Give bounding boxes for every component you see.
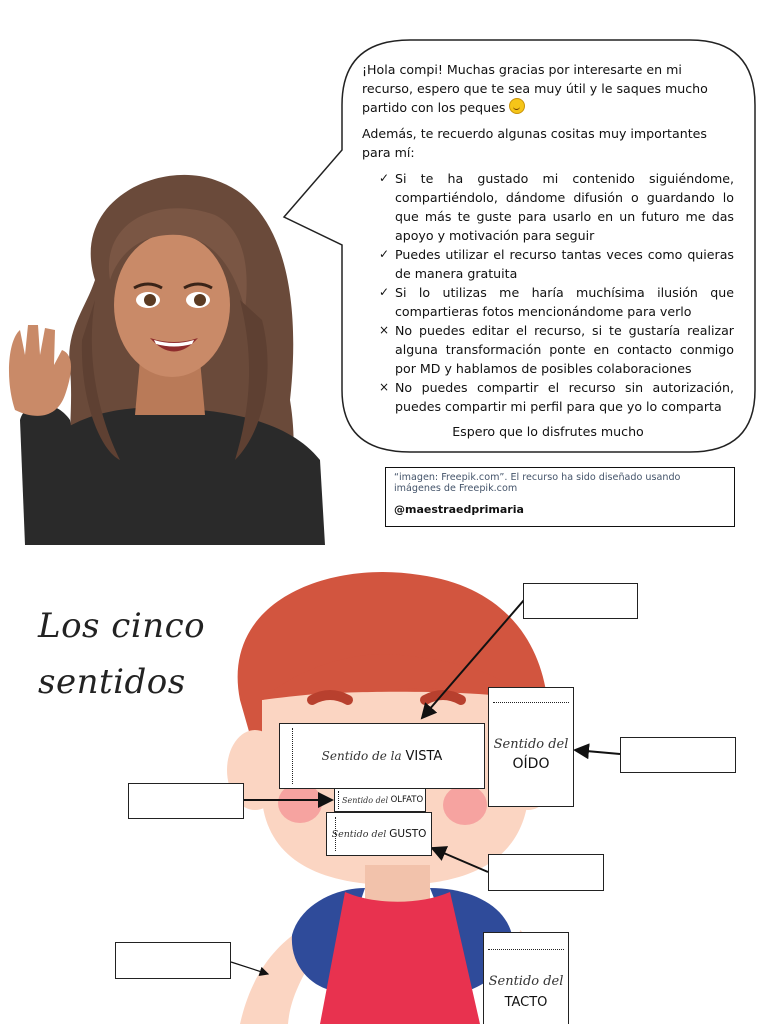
cross-icon: × [379, 380, 390, 394]
label-olfato[interactable] [334, 788, 426, 812]
label-word: VISTA [405, 748, 443, 764]
checkmark-icon: ✓ [379, 247, 390, 261]
list-item [362, 378, 734, 416]
list-item [362, 283, 734, 321]
label-word: OÍDO [512, 755, 550, 772]
list-item-text: Si te ha gustado mi contenido siguiéndome, compartiéndolo, dándome difusión o guardando lo que más te guste para usarlo en un futuro me das apoyo y motivación para seguir [395, 171, 734, 243]
label-oido[interactable] [488, 687, 574, 807]
answer-box-gusto[interactable] [488, 854, 604, 891]
smile-emoji-icon [509, 98, 525, 114]
label-word: TACTO [504, 994, 548, 1010]
answer-box-vista[interactable] [523, 583, 638, 619]
cross-icon: × [379, 323, 390, 337]
label-prefix: Sentido del [488, 973, 564, 989]
list-item-text: Si lo utilizas me haría muchísima ilusión que compartieras fotos mencionándome para verlo [395, 285, 734, 319]
label-prefix: Sentido del [342, 795, 389, 805]
cut-line [292, 728, 293, 784]
label-prefix: Sentido del [493, 736, 569, 752]
greeting-paragraph [362, 60, 734, 117]
credit-line: “imagen: Freepik.com”. El recurso ha sido diseñado usando imágenes de Freepik.com [394, 472, 681, 494]
answer-box-olfato[interactable] [128, 783, 244, 819]
bubble-text [362, 60, 734, 448]
title-line: sentidos [38, 662, 186, 702]
cut-line [493, 702, 569, 703]
answer-box-oido[interactable] [620, 737, 736, 773]
reminder-text: Además, te recuerdo algunas cositas muy importantes para mí: [362, 126, 707, 160]
list-item [362, 245, 734, 283]
label-word: OLFATO [390, 795, 424, 805]
rules-list [362, 169, 734, 416]
answer-box-tacto[interactable] [115, 942, 231, 979]
label-gusto[interactable] [326, 812, 432, 856]
credit-box [385, 467, 735, 527]
list-item-text: No puedes compartir el recurso sin autorización, puedes compartir mi perfil para que yo lo comparta [395, 380, 734, 414]
label-vista[interactable] [279, 723, 485, 789]
greeting-text: ¡Hola compi! Muchas gracias por interesarte en mi recurso, espero que te sea muy útil y le saques mucho partido con los peques [362, 62, 708, 115]
worksheet-title [38, 598, 238, 710]
author-handle[interactable]: @maestraedprimaria [394, 503, 524, 516]
list-item [362, 321, 734, 378]
list-item-text: No puedes editar el recurso, si te gustaría realizar alguna transformación ponte en contacto conmigo por MD y hablamos de posibles colaboraciones [395, 323, 734, 376]
label-prefix: Sentido del [331, 828, 387, 840]
list-item-text: Puedes utilizar el recurso tantas veces como quieras de manera gratuita [395, 247, 734, 281]
list-item [362, 169, 734, 245]
label-word: GUSTO [389, 828, 427, 840]
cut-line [335, 817, 336, 851]
label-tacto[interactable] [483, 932, 569, 1024]
checkmark-icon: ✓ [379, 171, 390, 185]
cut-line [488, 949, 564, 950]
cut-line [338, 791, 339, 809]
checkmark-icon: ✓ [379, 285, 390, 299]
title-line: Los cinco [38, 606, 206, 646]
closing-text: Espero que lo disfrutes mucho [452, 424, 644, 439]
label-prefix: Sentido de la [321, 749, 402, 763]
